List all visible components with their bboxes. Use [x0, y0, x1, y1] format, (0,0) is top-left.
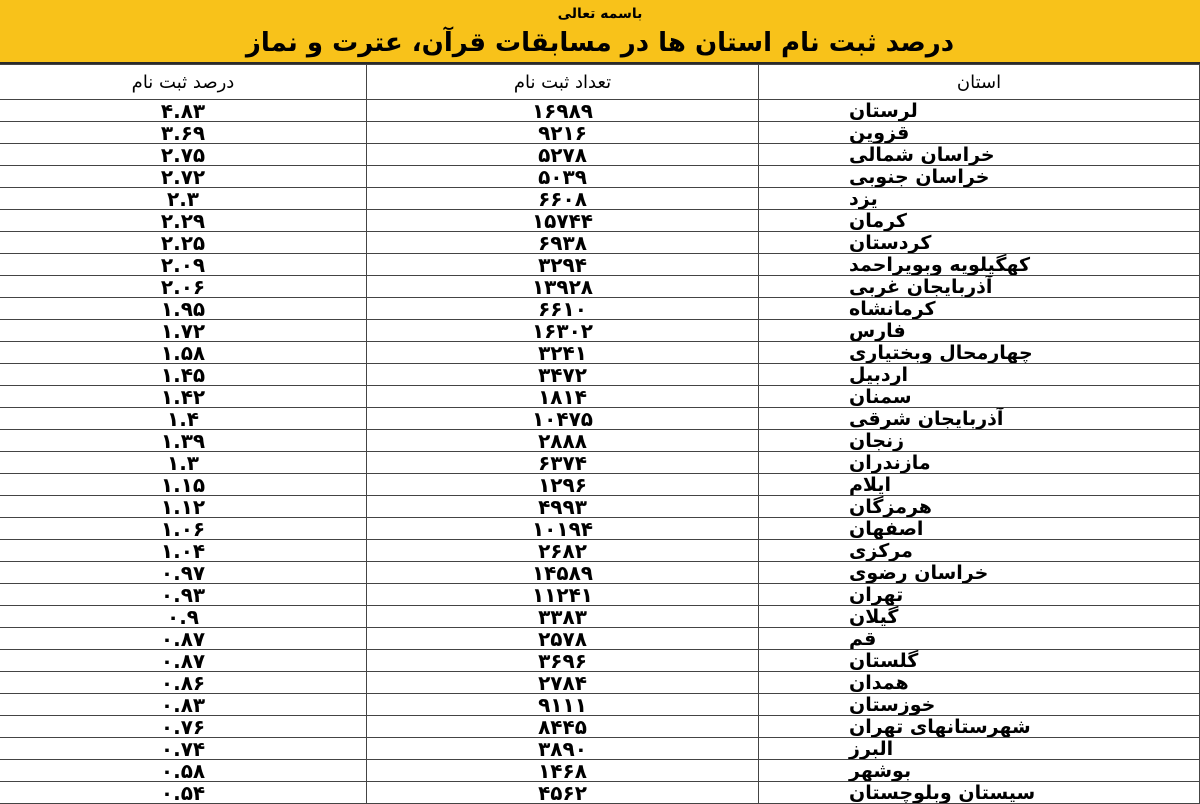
percent-cell: ۱.۰۶: [0, 518, 367, 540]
percent-cell: ۰.۹۳: [0, 584, 367, 606]
province-cell: آذربایجان شرقی: [759, 408, 1200, 430]
count-cell: ۱۴۶۸: [367, 760, 759, 782]
count-cell: ۱۴۵۸۹: [367, 562, 759, 584]
percent-cell: ۱.۹۵: [0, 298, 367, 320]
count-cell: ۶۳۷۴: [367, 452, 759, 474]
province-cell: لرستان: [759, 100, 1200, 122]
province-cell: کردستان: [759, 232, 1200, 254]
percent-cell: ۱.۴: [0, 408, 367, 430]
percent-cell: ۰.۹۷: [0, 562, 367, 584]
table-row: [0, 144, 1200, 166]
table-row: [0, 452, 1200, 474]
table-row: [0, 628, 1200, 650]
table-header-row: [0, 65, 1200, 100]
count-cell: ۹۲۱۶: [367, 122, 759, 144]
count-cell: ۸۴۴۵: [367, 716, 759, 738]
table-row: [0, 584, 1200, 606]
table-row: [0, 782, 1200, 804]
table-row: [0, 122, 1200, 144]
province-cell: اصفهان: [759, 518, 1200, 540]
count-cell: ۱۲۹۶: [367, 474, 759, 496]
table-row: [0, 342, 1200, 364]
percent-cell: ۰.۵۴: [0, 782, 367, 804]
percent-cell: ۱.۵۸: [0, 342, 367, 364]
percent-cell: ۰.۸۶: [0, 672, 367, 694]
table-row: [0, 716, 1200, 738]
count-cell: ۱۶۹۸۹: [367, 100, 759, 122]
count-cell: ۱۵۷۴۴: [367, 210, 759, 232]
percent-cell: ۱.۴۵: [0, 364, 367, 386]
count-cell: ۱۰۱۹۴: [367, 518, 759, 540]
count-cell: ۲۷۸۴: [367, 672, 759, 694]
percent-cell: ۲.۷۵: [0, 144, 367, 166]
province-cell: خراسان شمالی: [759, 144, 1200, 166]
count-cell: ۳۸۹۰: [367, 738, 759, 760]
table-row: [0, 650, 1200, 672]
table-row: [0, 606, 1200, 628]
table-row: [0, 738, 1200, 760]
province-cell: مرکزی: [759, 540, 1200, 562]
percent-cell: ۲.۷۲: [0, 166, 367, 188]
percent-cell: ۲.۲۵: [0, 232, 367, 254]
province-table: [0, 64, 1200, 804]
count-cell: ۴۵۶۲: [367, 782, 759, 804]
province-cell: قم: [759, 628, 1200, 650]
percent-cell: ۲.۰۶: [0, 276, 367, 298]
count-cell: ۹۱۱۱: [367, 694, 759, 716]
count-cell: ۱۸۱۴: [367, 386, 759, 408]
count-cell: ۱۱۲۴۱: [367, 584, 759, 606]
percent-cell: ۰.۸۷: [0, 650, 367, 672]
province-cell: همدان: [759, 672, 1200, 694]
column-header-percent: درصد ثبت نام: [0, 65, 367, 100]
count-cell: ۳۶۹۶: [367, 650, 759, 672]
province-cell: قزوین: [759, 122, 1200, 144]
province-cell: فارس: [759, 320, 1200, 342]
table-row: [0, 694, 1200, 716]
count-cell: ۳۲۴۱: [367, 342, 759, 364]
count-cell: ۱۶۳۰۲: [367, 320, 759, 342]
province-cell: اردبیل: [759, 364, 1200, 386]
province-cell: شهرستانهای تهران: [759, 716, 1200, 738]
percent-cell: ۱.۴۲: [0, 386, 367, 408]
province-cell: مازندران: [759, 452, 1200, 474]
percent-cell: ۲.۳: [0, 188, 367, 210]
province-cell: گیلان: [759, 606, 1200, 628]
count-cell: ۳۳۸۳: [367, 606, 759, 628]
count-cell: ۶۶۰۸: [367, 188, 759, 210]
table-row: [0, 166, 1200, 188]
count-cell: ۱۳۹۲۸: [367, 276, 759, 298]
table-row: [0, 386, 1200, 408]
percent-cell: ۲.۰۹: [0, 254, 367, 276]
count-cell: ۱۰۴۷۵: [367, 408, 759, 430]
table-row: [0, 276, 1200, 298]
province-cell: ایلام: [759, 474, 1200, 496]
percent-cell: ۰.۸۳: [0, 694, 367, 716]
province-cell: خوزستان: [759, 694, 1200, 716]
percent-cell: ۰.۵۸: [0, 760, 367, 782]
table-row: [0, 760, 1200, 782]
province-cell: البرز: [759, 738, 1200, 760]
count-cell: ۲۸۸۸: [367, 430, 759, 452]
column-header-province: استان: [759, 65, 1200, 100]
count-cell: ۲۶۸۲: [367, 540, 759, 562]
table-row: [0, 408, 1200, 430]
page-title: درصد ثبت نام استان ها در مسابقات قرآن، عترت و نماز: [245, 28, 955, 58]
province-cell: گلستان: [759, 650, 1200, 672]
table-row: [0, 232, 1200, 254]
province-cell: خراسان رضوی: [759, 562, 1200, 584]
count-cell: ۴۹۹۳: [367, 496, 759, 518]
table-row: [0, 254, 1200, 276]
percent-cell: ۰.۸۷: [0, 628, 367, 650]
table-row: [0, 320, 1200, 342]
percent-cell: ۱.۱۲: [0, 496, 367, 518]
province-cell: سمنان: [759, 386, 1200, 408]
count-cell: ۳۴۷۲: [367, 364, 759, 386]
basmala-text: باسمه تعالی: [557, 6, 643, 22]
percent-cell: ۱.۱۵: [0, 474, 367, 496]
percent-cell: ۰.۷۶: [0, 716, 367, 738]
percent-cell: ۰.۹: [0, 606, 367, 628]
percent-cell: ۴.۸۳: [0, 100, 367, 122]
title-banner: [0, 0, 1200, 64]
count-cell: ۵۰۳۹: [367, 166, 759, 188]
table-row: [0, 430, 1200, 452]
percent-cell: ۱.۷۲: [0, 320, 367, 342]
province-cell: کهگیلویه وبویراحمد: [759, 254, 1200, 276]
table-row: [0, 364, 1200, 386]
table-body: [0, 100, 1200, 804]
count-cell: ۳۲۹۴: [367, 254, 759, 276]
percent-cell: ۱.۳۹: [0, 430, 367, 452]
count-cell: ۶۶۱۰: [367, 298, 759, 320]
table-row: [0, 672, 1200, 694]
table-row: [0, 298, 1200, 320]
count-cell: ۲۵۷۸: [367, 628, 759, 650]
province-cell: چهارمحال وبختیاری: [759, 342, 1200, 364]
province-cell: کرمان: [759, 210, 1200, 232]
percent-cell: ۰.۷۴: [0, 738, 367, 760]
province-cell: زنجان: [759, 430, 1200, 452]
province-cell: سیستان وبلوچستان: [759, 782, 1200, 804]
count-cell: ۵۲۷۸: [367, 144, 759, 166]
province-cell: هرمزگان: [759, 496, 1200, 518]
percent-cell: ۳.۶۹: [0, 122, 367, 144]
table-row: [0, 540, 1200, 562]
table-row: [0, 474, 1200, 496]
province-cell: خراسان جنوبی: [759, 166, 1200, 188]
percent-cell: ۱.۰۴: [0, 540, 367, 562]
province-cell: کرمانشاه: [759, 298, 1200, 320]
province-cell: تهران: [759, 584, 1200, 606]
table-row: [0, 210, 1200, 232]
count-cell: ۶۹۳۸: [367, 232, 759, 254]
table-row: [0, 188, 1200, 210]
percent-cell: ۲.۲۹: [0, 210, 367, 232]
percent-cell: ۱.۳: [0, 452, 367, 474]
province-cell: یزد: [759, 188, 1200, 210]
table-row: [0, 496, 1200, 518]
table-row: [0, 100, 1200, 122]
province-cell: آذربایجان غربی: [759, 276, 1200, 298]
table-row: [0, 518, 1200, 540]
table-row: [0, 562, 1200, 584]
province-cell: بوشهر: [759, 760, 1200, 782]
column-header-count: تعداد ثبت نام: [367, 65, 759, 100]
